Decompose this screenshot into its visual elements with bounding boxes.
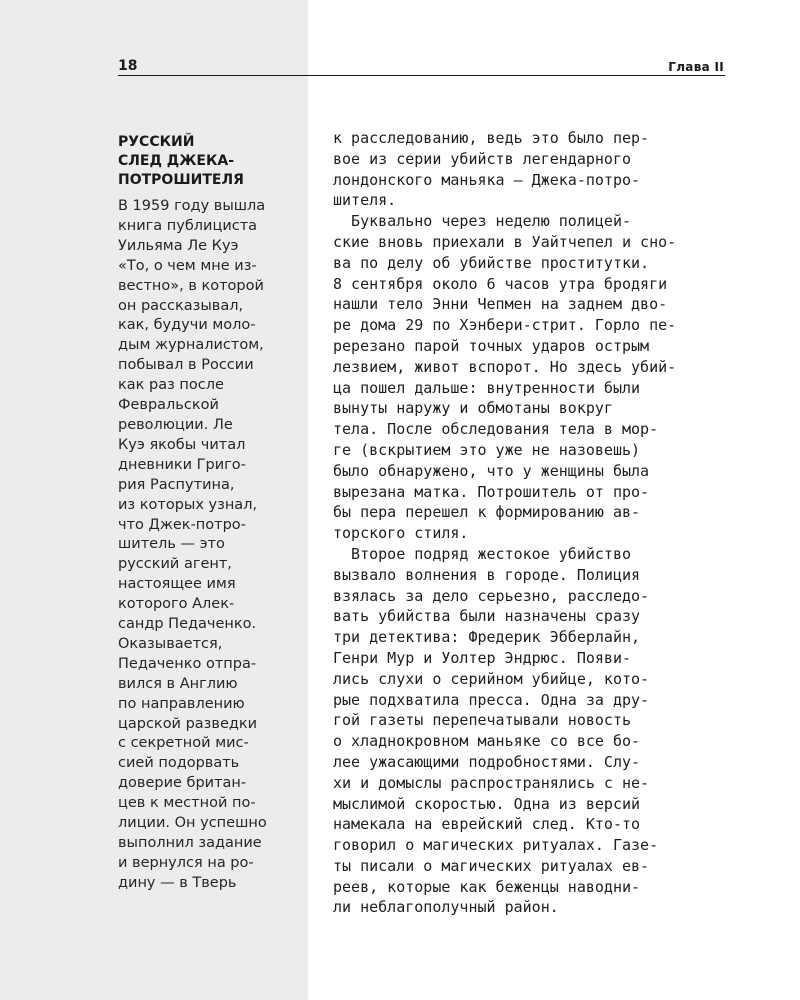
main-text-line: говорил о магических ритуалах. Газе- bbox=[333, 836, 659, 855]
sidebar-text-line: из которых узнал, bbox=[118, 496, 258, 513]
sidebar-text-line: «То, о чем мне из- bbox=[118, 257, 257, 274]
sidebar-text-line: Педаченко отпра- bbox=[118, 655, 257, 672]
main-text-line: торского стиля. bbox=[333, 524, 469, 543]
sidebar-text-line: с секретной мис- bbox=[118, 735, 249, 752]
page-number: 18 bbox=[118, 58, 138, 74]
sidebar-text-line: дым журналистом, bbox=[118, 337, 264, 354]
main-text-line: вызвало волнения в городе. Полиция bbox=[333, 565, 641, 584]
main-text-line: о хладнокровном маньяке со все бо- bbox=[333, 732, 641, 751]
main-text-line: к расследованию, ведь это было пер- bbox=[333, 129, 650, 147]
sidebar-text-line: дину — в Тверь bbox=[118, 874, 237, 891]
main-text-line: ререзано парой точных ударов острым bbox=[333, 336, 650, 355]
sidebar-text-line: по направлению bbox=[118, 695, 245, 712]
main-text-line: вать убийства были назначены сразу bbox=[333, 607, 641, 626]
main-text-line: три детектива: Фредерик Эбберлайн, bbox=[333, 628, 641, 647]
main-text-line: вое из серии убийств легендарного bbox=[333, 149, 632, 168]
sidebar-text-line: революции. Ле bbox=[118, 416, 233, 433]
main-text-line: ге (вскрытием это уже не назовешь) bbox=[333, 440, 641, 459]
sidebar-text-line: русский агент, bbox=[118, 556, 232, 573]
chapter-label: Глава II bbox=[668, 60, 724, 74]
main-text-line: ре дома 29 по Хэнбери-стрит. Горло пе- bbox=[333, 316, 677, 335]
main-text-line: ты писали о магических ритуалах ев- bbox=[333, 856, 650, 875]
sidebar-title-line: РУССКИЙ bbox=[118, 134, 195, 150]
sidebar-text-line: лиции. Он успешно bbox=[118, 815, 267, 832]
sidebar-text-line: рия Распутина, bbox=[118, 476, 235, 493]
sidebar-text-line: как, будучи моло- bbox=[118, 317, 256, 334]
main-text-line: лезвием, живот вспорот. Но здесь убий- bbox=[333, 357, 677, 376]
sidebar-text-line: Куэ якобы читал bbox=[118, 436, 246, 453]
sidebar-text-line: которого Алек- bbox=[118, 596, 235, 613]
main-text-line: рые подхватила пресса. Одна за дру- bbox=[333, 690, 650, 709]
sidebar-text-line: сандр Педаченко. bbox=[118, 616, 257, 633]
main-text-line: было обнаружено, что у женщины была bbox=[333, 461, 650, 480]
main-text-line: лее ужасающими подробностями. Слу- bbox=[333, 752, 641, 771]
sidebar-text-line: вился в Англию bbox=[118, 675, 238, 692]
sidebar-text-line: сией подорвать bbox=[118, 755, 240, 772]
sidebar-title bbox=[118, 133, 288, 190]
main-text-line: ские вновь приехали в Уайтчепел и сно- bbox=[333, 232, 677, 251]
main-text-line: вынуты наружу и обмотаны вокруг bbox=[333, 399, 613, 418]
main-text-line: Буквально через неделю полицей- bbox=[333, 212, 632, 231]
sidebar-title-line: ПОТРОШИТЕЛЯ bbox=[118, 172, 244, 188]
main-text-line: намекала на еврейский след. Кто-то bbox=[333, 815, 641, 834]
sidebar-text-line: Оказывается, bbox=[118, 635, 223, 652]
sidebar-text-line: настоящее имя bbox=[118, 576, 236, 593]
main-text bbox=[333, 128, 728, 918]
sidebar-text-line: что Джек-потро- bbox=[118, 516, 246, 533]
sidebar-text-line: Февральской bbox=[118, 397, 219, 414]
main-text-line: хи и домыслы распространялись с не- bbox=[333, 773, 650, 792]
sidebar-text-line: побывал в России bbox=[118, 357, 254, 374]
main-text-line: 8 сентября около 6 часов утра бродяги bbox=[333, 274, 668, 293]
main-text-line: гой газеты перепечатывали новость bbox=[333, 711, 632, 730]
sidebar-text-line: выполнил задание bbox=[118, 835, 262, 851]
main-text-line: мыслимой скоростью. Одна из версий bbox=[333, 794, 641, 813]
main-text-line: ли неблагополучный район. bbox=[333, 898, 559, 917]
sidebar-text-line: дневники Григо- bbox=[118, 456, 246, 473]
main-text-line: нашли тело Энни Чепмен на заднем дво- bbox=[333, 295, 668, 314]
sidebar-title-line: СЛЕД ДЖЕКА- bbox=[118, 153, 235, 169]
header-divider bbox=[118, 75, 725, 76]
main-text-line: лондонского маньяка — Джека-потро- bbox=[333, 170, 641, 189]
main-text-line: лись слухи о серийном убийце, кото- bbox=[333, 669, 650, 688]
sidebar-text-line: вестно», в которой bbox=[118, 277, 264, 294]
sidebar-text-line: царской разведки bbox=[118, 715, 258, 732]
main-text-line: Второе подряд жестокое убийство bbox=[333, 544, 632, 563]
sidebar-text-line: он рассказывал, bbox=[118, 297, 244, 314]
main-text-line: тела. После обследования тела в мор- bbox=[333, 420, 659, 439]
sidebar-text-line: как раз после bbox=[118, 377, 224, 394]
sidebar-text-line: доверие британ- bbox=[118, 775, 247, 792]
main-text-line: вырезана матка. Потрошитель от про- bbox=[333, 482, 650, 501]
main-text-line: ца пошел дальше: внутренности были bbox=[333, 378, 641, 397]
sidebar-text-line: В 1959 году вышла bbox=[118, 198, 266, 214]
sidebar-text-line: книга публициста bbox=[118, 217, 258, 234]
main-text-line: взялась за дело серьезно, расследо- bbox=[333, 586, 650, 605]
sidebar-text-line: и вернулся на ро- bbox=[118, 854, 254, 871]
sidebar-text-line: шитель — это bbox=[118, 536, 225, 553]
sidebar-text bbox=[118, 197, 298, 894]
main-text-line: бы пера перешел к формированию ав- bbox=[333, 503, 641, 522]
main-text-line: реев, которые как беженцы наводни- bbox=[333, 877, 641, 896]
sidebar-text-line: Уильяма Ле Куэ bbox=[118, 237, 239, 254]
sidebar-text-line: цев к местной по- bbox=[118, 795, 256, 812]
main-text-line: шителя. bbox=[333, 191, 397, 210]
main-text-line: ва по делу об убийстве проститутки. bbox=[333, 253, 650, 272]
main-text-line: Генри Мур и Уолтер Эндрюс. Появи- bbox=[333, 648, 632, 667]
